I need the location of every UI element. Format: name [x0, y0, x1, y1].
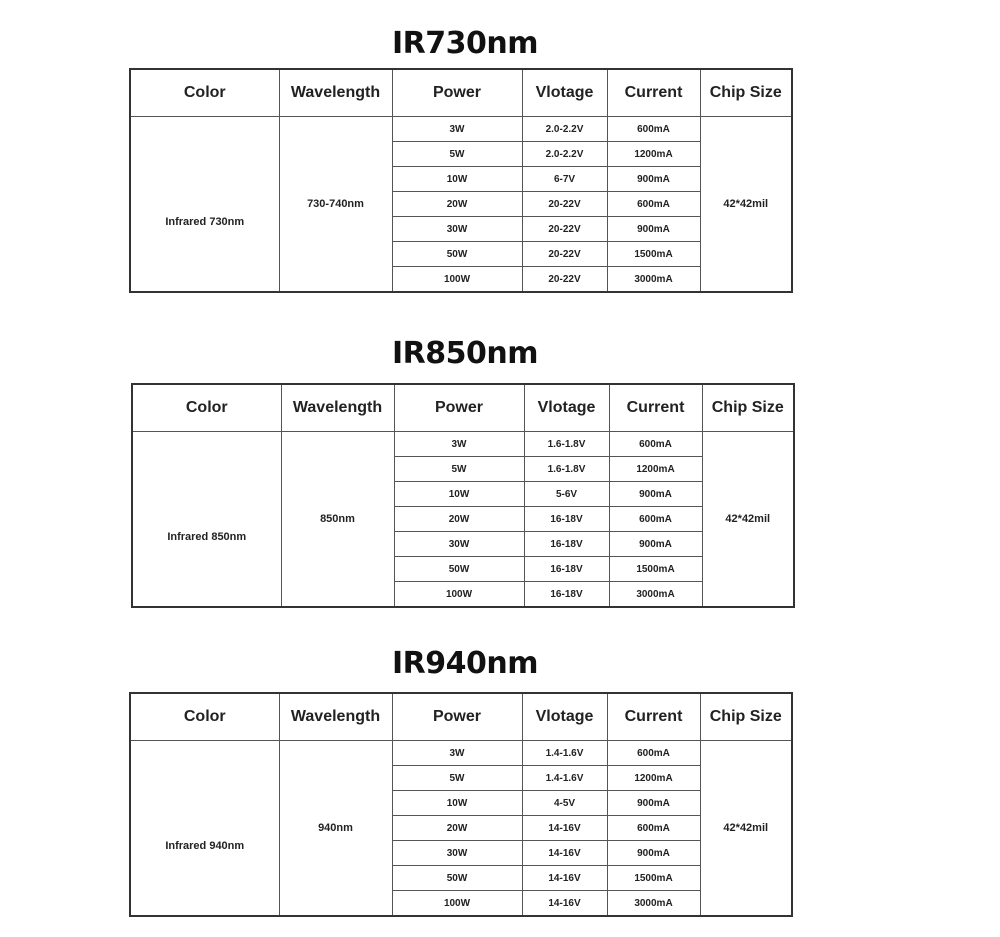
column-header-wavelength: Wavelength [281, 384, 394, 432]
spec-table [131, 383, 795, 608]
chip-size-cell: 42*42mil [700, 741, 792, 917]
power-cell: 100W [394, 582, 524, 608]
power-cell: 5W [392, 142, 522, 167]
column-header-power: Power [392, 69, 522, 117]
table-row [132, 432, 794, 457]
power-cell: 5W [392, 766, 522, 791]
power-cell: 50W [394, 557, 524, 582]
column-header-chip-size: Chip Size [702, 384, 794, 432]
current-cell: 1200mA [607, 766, 700, 791]
table-header-row [132, 384, 794, 432]
current-cell: 900mA [607, 841, 700, 866]
voltage-cell: 20-22V [522, 217, 607, 242]
color-cell [130, 741, 279, 917]
color-cell [130, 117, 279, 293]
column-header-chip-size: Chip Size [700, 693, 792, 741]
voltage-cell: 14-16V [522, 841, 607, 866]
power-cell: 100W [392, 891, 522, 917]
current-cell: 600mA [609, 507, 702, 532]
voltage-cell: 14-16V [522, 866, 607, 891]
power-cell: 100W [392, 267, 522, 293]
column-header-color: Color [130, 69, 279, 117]
column-header-power: Power [392, 693, 522, 741]
current-cell: 1500mA [607, 242, 700, 267]
power-cell: 3W [392, 741, 522, 766]
current-cell: 600mA [607, 816, 700, 841]
voltage-cell: 20-22V [522, 242, 607, 267]
wavelength-cell: 730-740nm [279, 117, 392, 293]
voltage-cell: 1.4-1.6V [522, 741, 607, 766]
current-cell: 600mA [609, 432, 702, 457]
current-cell: 3000mA [609, 582, 702, 608]
power-cell: 20W [392, 192, 522, 217]
column-header-voltage: Vlotage [522, 693, 607, 741]
column-header-current: Current [607, 69, 700, 117]
power-cell: 10W [392, 167, 522, 192]
current-cell: 900mA [609, 482, 702, 507]
power-cell: 30W [394, 532, 524, 557]
spec-table [129, 692, 793, 917]
color-value: Infrared 940nm [165, 840, 245, 852]
current-cell: 3000mA [607, 891, 700, 917]
voltage-cell: 2.0-2.2V [522, 117, 607, 142]
voltage-cell: 1.6-1.8V [524, 457, 609, 482]
wavelength-cell: 940nm [279, 741, 392, 917]
current-cell: 900mA [607, 217, 700, 242]
column-header-chip-size: Chip Size [700, 69, 792, 117]
power-cell: 20W [392, 816, 522, 841]
voltage-cell: 16-18V [524, 557, 609, 582]
voltage-cell: 6-7V [522, 167, 607, 192]
section-title: IR940nm [391, 646, 538, 681]
color-cell [132, 432, 281, 608]
current-cell: 600mA [607, 117, 700, 142]
voltage-cell: 1.4-1.6V [522, 766, 607, 791]
color-value: Infrared 730nm [165, 216, 245, 228]
voltage-cell: 14-16V [522, 891, 607, 917]
current-cell: 1500mA [607, 866, 700, 891]
voltage-cell: 16-18V [524, 507, 609, 532]
power-cell: 3W [392, 117, 522, 142]
current-cell: 900mA [607, 167, 700, 192]
column-header-power: Power [394, 384, 524, 432]
power-cell: 5W [394, 457, 524, 482]
power-cell: 10W [392, 791, 522, 816]
voltage-cell: 20-22V [522, 192, 607, 217]
table-header-row [130, 69, 792, 117]
current-cell: 1500mA [609, 557, 702, 582]
power-cell: 3W [394, 432, 524, 457]
chip-size-cell: 42*42mil [700, 117, 792, 293]
voltage-cell: 14-16V [522, 816, 607, 841]
column-header-wavelength: Wavelength [279, 69, 392, 117]
column-header-current: Current [607, 693, 700, 741]
current-cell: 900mA [609, 532, 702, 557]
column-header-voltage: Vlotage [522, 69, 607, 117]
voltage-cell: 1.6-1.8V [524, 432, 609, 457]
current-cell: 3000mA [607, 267, 700, 293]
color-value: Infrared 850nm [167, 531, 247, 543]
table-header-row [130, 693, 792, 741]
power-cell: 50W [392, 866, 522, 891]
voltage-cell: 5-6V [524, 482, 609, 507]
wavelength-cell: 850nm [281, 432, 394, 608]
voltage-cell: 16-18V [524, 582, 609, 608]
spec-table [129, 68, 793, 293]
power-cell: 20W [394, 507, 524, 532]
voltage-cell: 2.0-2.2V [522, 142, 607, 167]
column-header-color: Color [132, 384, 281, 432]
column-header-voltage: Vlotage [524, 384, 609, 432]
column-header-color: Color [130, 693, 279, 741]
power-cell: 50W [392, 242, 522, 267]
column-header-wavelength: Wavelength [279, 693, 392, 741]
power-cell: 30W [392, 841, 522, 866]
power-cell: 30W [392, 217, 522, 242]
voltage-cell: 20-22V [522, 267, 607, 293]
current-cell: 1200mA [609, 457, 702, 482]
voltage-cell: 4-5V [522, 791, 607, 816]
column-header-current: Current [609, 384, 702, 432]
current-cell: 1200mA [607, 142, 700, 167]
section-title: IR730nm [391, 26, 538, 61]
voltage-cell: 16-18V [524, 532, 609, 557]
current-cell: 900mA [607, 791, 700, 816]
table-row [130, 741, 792, 766]
table-row [130, 117, 792, 142]
section-title: IR850nm [391, 336, 538, 371]
current-cell: 600mA [607, 741, 700, 766]
chip-size-cell: 42*42mil [702, 432, 794, 608]
current-cell: 600mA [607, 192, 700, 217]
power-cell: 10W [394, 482, 524, 507]
